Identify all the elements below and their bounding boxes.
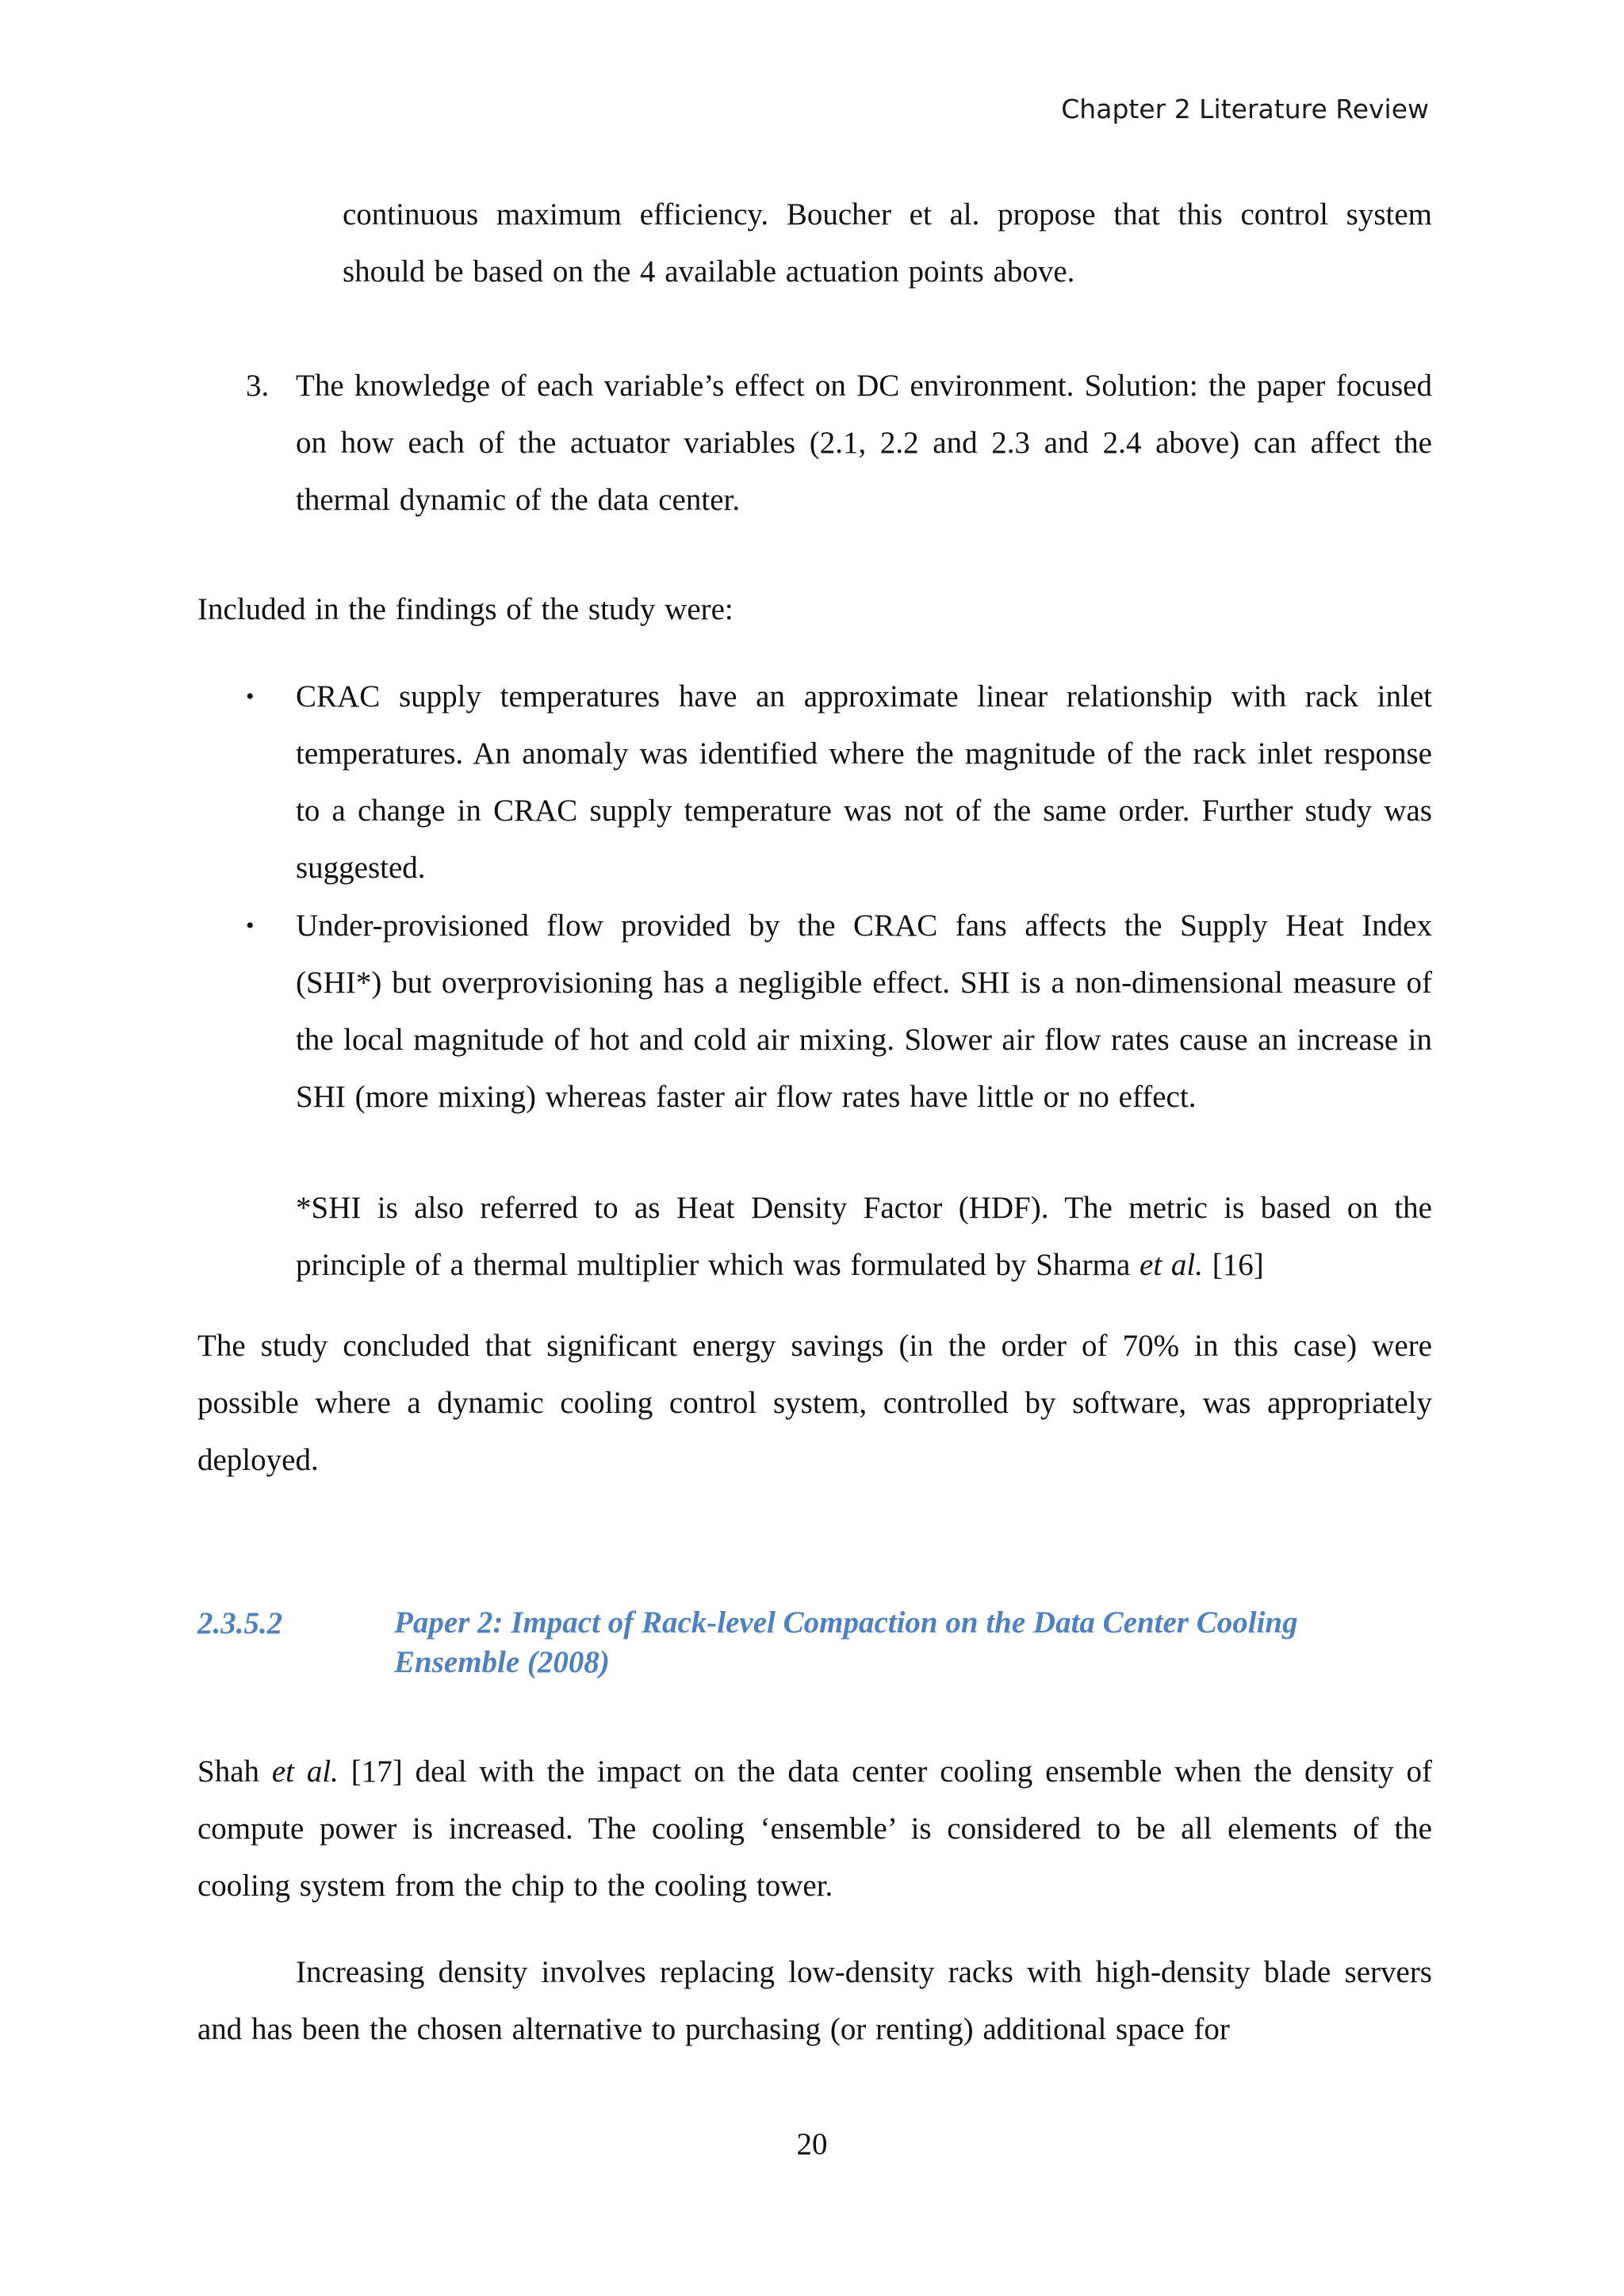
section-number: 2.3.5.2 [197, 1606, 283, 1640]
bullet-item-under-provisioned: Under-provisioned flow provided by the CRAC fans affects the Supply Heat Index (SHI*) but overprovisioning has a negligible effect. SHI is a non-dimensional measure of the local magnitude of hot and cold air mixing. Slower air flow rates cause an increase in SHI (more mixing) whereas faster air flow rates have little or no effect. [296, 909, 1432, 1114]
footnote-shi [296, 1180, 1432, 1294]
shah-author: Shah [197, 1755, 272, 1789]
findings-intro: Included in the findings of the study were: [197, 592, 733, 626]
section-title: Paper 2: Impact of Rack-level Compaction on the Data Center Cooling Ensemble (2008) [394, 1605, 1298, 1679]
page-number: 20 [796, 2127, 828, 2161]
running-header: Chapter 2 Literature Review [1061, 94, 1429, 124]
bullet-item-crac-supply: CRAC supply temperatures have an approximate linear relationship with rack inlet temperatures. An anomaly was identified where the magnitude of the rack inlet response to a change in CRAC supply temperature was not of the same order. Further study was suggested. [296, 679, 1432, 885]
shah-paragraph [197, 1743, 1432, 1915]
conclusion-paragraph: The study concluded that significant energy savings (in the order of 70% in this case) were possible where a dynamic cooling control system, controlled by software, was appropriately deployed. [197, 1329, 1432, 1477]
list-continuation-paragraph: continuous maximum efficiency. Boucher et al. propose that this control system should be based on the 4 available actuation points above. [343, 197, 1432, 289]
footnote-et-al: et al. [1139, 1248, 1204, 1282]
bullet-symbol: • [246, 913, 255, 939]
footnote-citation: [16] [1203, 1248, 1264, 1282]
footnote-text: *SHI is also referred to as Heat Density Factor (HDF). The metric is based on the principle of a thermal multiplier which was formulated by Sharma [296, 1191, 1432, 1282]
density-paragraph: Increasing density involves replacing low-density racks with high-density blade servers and has been the chosen alternative to purchasing (or renting) additional space for [197, 1955, 1432, 2046]
list-item-number: 3. [246, 369, 270, 403]
list-item-3-text: The knowledge of each variable’s effect on DC environment. Solution: the paper focused on how each of the actuator variables (2.1, 2.2 and 2.3 and 2.4 above) can affect the thermal dynamic of the data center. [296, 369, 1432, 517]
shah-et-al: et al. [271, 1755, 339, 1789]
shah-text: [17] deal with the impact on the data center cooling ensemble when the density of compute power is increased. The cooling ‘ensemble’ is considered to be all elements of the cooling system from the chip to the cooling tower. [197, 1755, 1432, 1903]
bullet-symbol: • [246, 683, 255, 710]
